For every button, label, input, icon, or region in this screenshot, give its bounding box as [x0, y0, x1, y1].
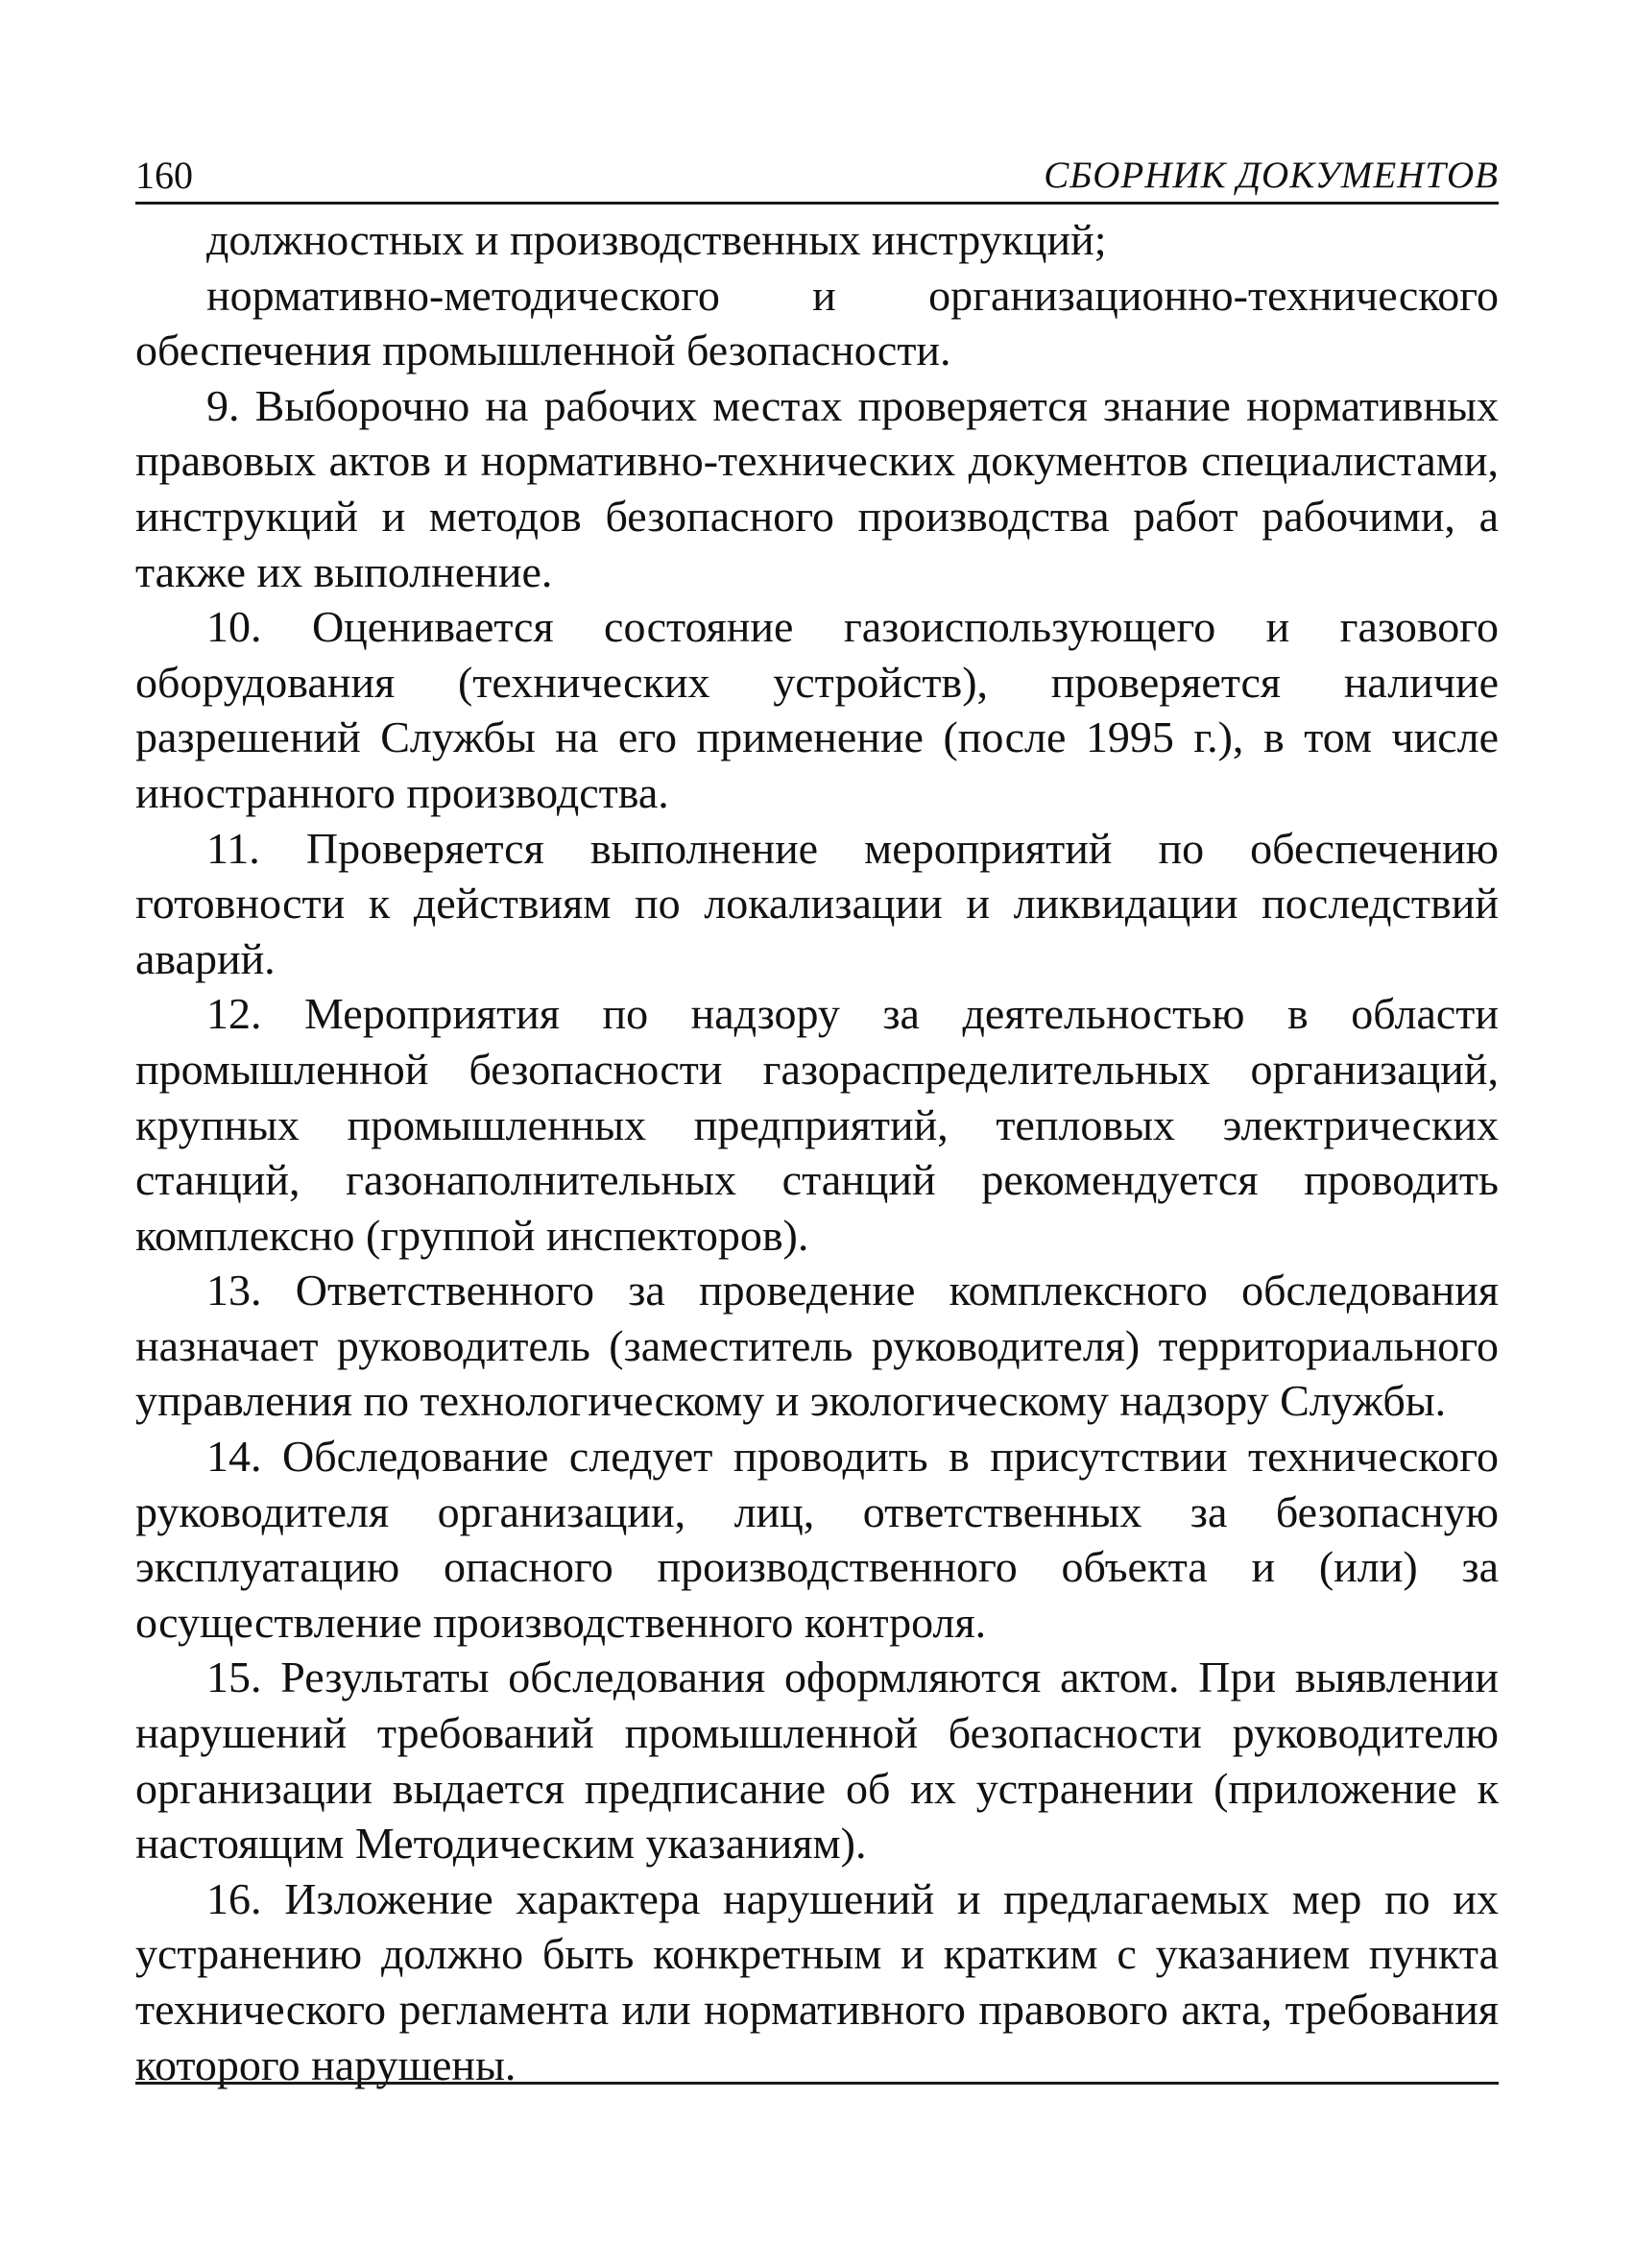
body-text	[135, 212, 1499, 2092]
paragraph-item-11: 11. Проверяется выполнение мероприятий по обеспечению готовности к действиям по локализации и ликвидации последствий аварий.	[135, 823, 1499, 983]
paragraph-item-12: 12. Мероприятия по надзору за деятельностью в области промышленной безопасности газораспределительных организаций, крупных промышленных предприятий, тепловых электрических станций, газонаполнительных станций рекомендуется проводить комплексно (группой инспекторов).	[135, 989, 1499, 1260]
paragraph-item-15: 15. Результаты обследования оформляются актом. При выявлении нарушений требований промышленной безопасности руководителю организации выдается предписание об их устранении (приложение к настоящим Методическим указаниям).	[135, 1653, 1499, 1869]
running-title: СБОРНИК ДОКУМЕНТОВ	[1044, 155, 1499, 196]
paragraph-item-13: 13. Ответственного за проведение комплексного обследования назначает руководитель (заместитель руководителя) территориального управления по технологическому и экологическому надзору Службы.	[135, 1266, 1499, 1426]
paragraph-item-10: 10. Оценивается состояние газоиспользующего и газового оборудования (технических устройств), проверяется наличие разрешений Службы на его применение (после 1995 г.), в том числе иностранного производства.	[135, 602, 1499, 817]
paragraph-item-9: 9. Выборочно на рабочих местах проверяется знание нормативных правовых актов и нормативно-технических документов специалистами, инструкций и методов безопасного производства работ рабочими, а также их выполнение.	[135, 380, 1499, 596]
paragraph-item-16: 16. Изложение характера нарушений и предлагаемых мер по их устранению должно быть конкретным и кратким с указанием пункта технического регламента или нормативного правового акта, требования которого нарушены.	[135, 1873, 1499, 2089]
footer-rule	[135, 2082, 1499, 2085]
page-number: 160	[135, 154, 193, 197]
paragraph-item-14: 14. Обследование следует проводить в присутствии технического руководителя организации, лиц, ответственных за безопасную эксплуатацию опасного производственного объекта и (или) за осуществление производственного контроля.	[135, 1432, 1499, 1647]
paragraph-list-item: нормативно-методического и организационно-технического обеспечения промышленной безопасности.	[135, 270, 1499, 375]
document-page	[135, 144, 1499, 2170]
page-header	[135, 144, 1499, 205]
paragraph-continuation: должностных и производственных инструкций;	[206, 215, 1107, 264]
